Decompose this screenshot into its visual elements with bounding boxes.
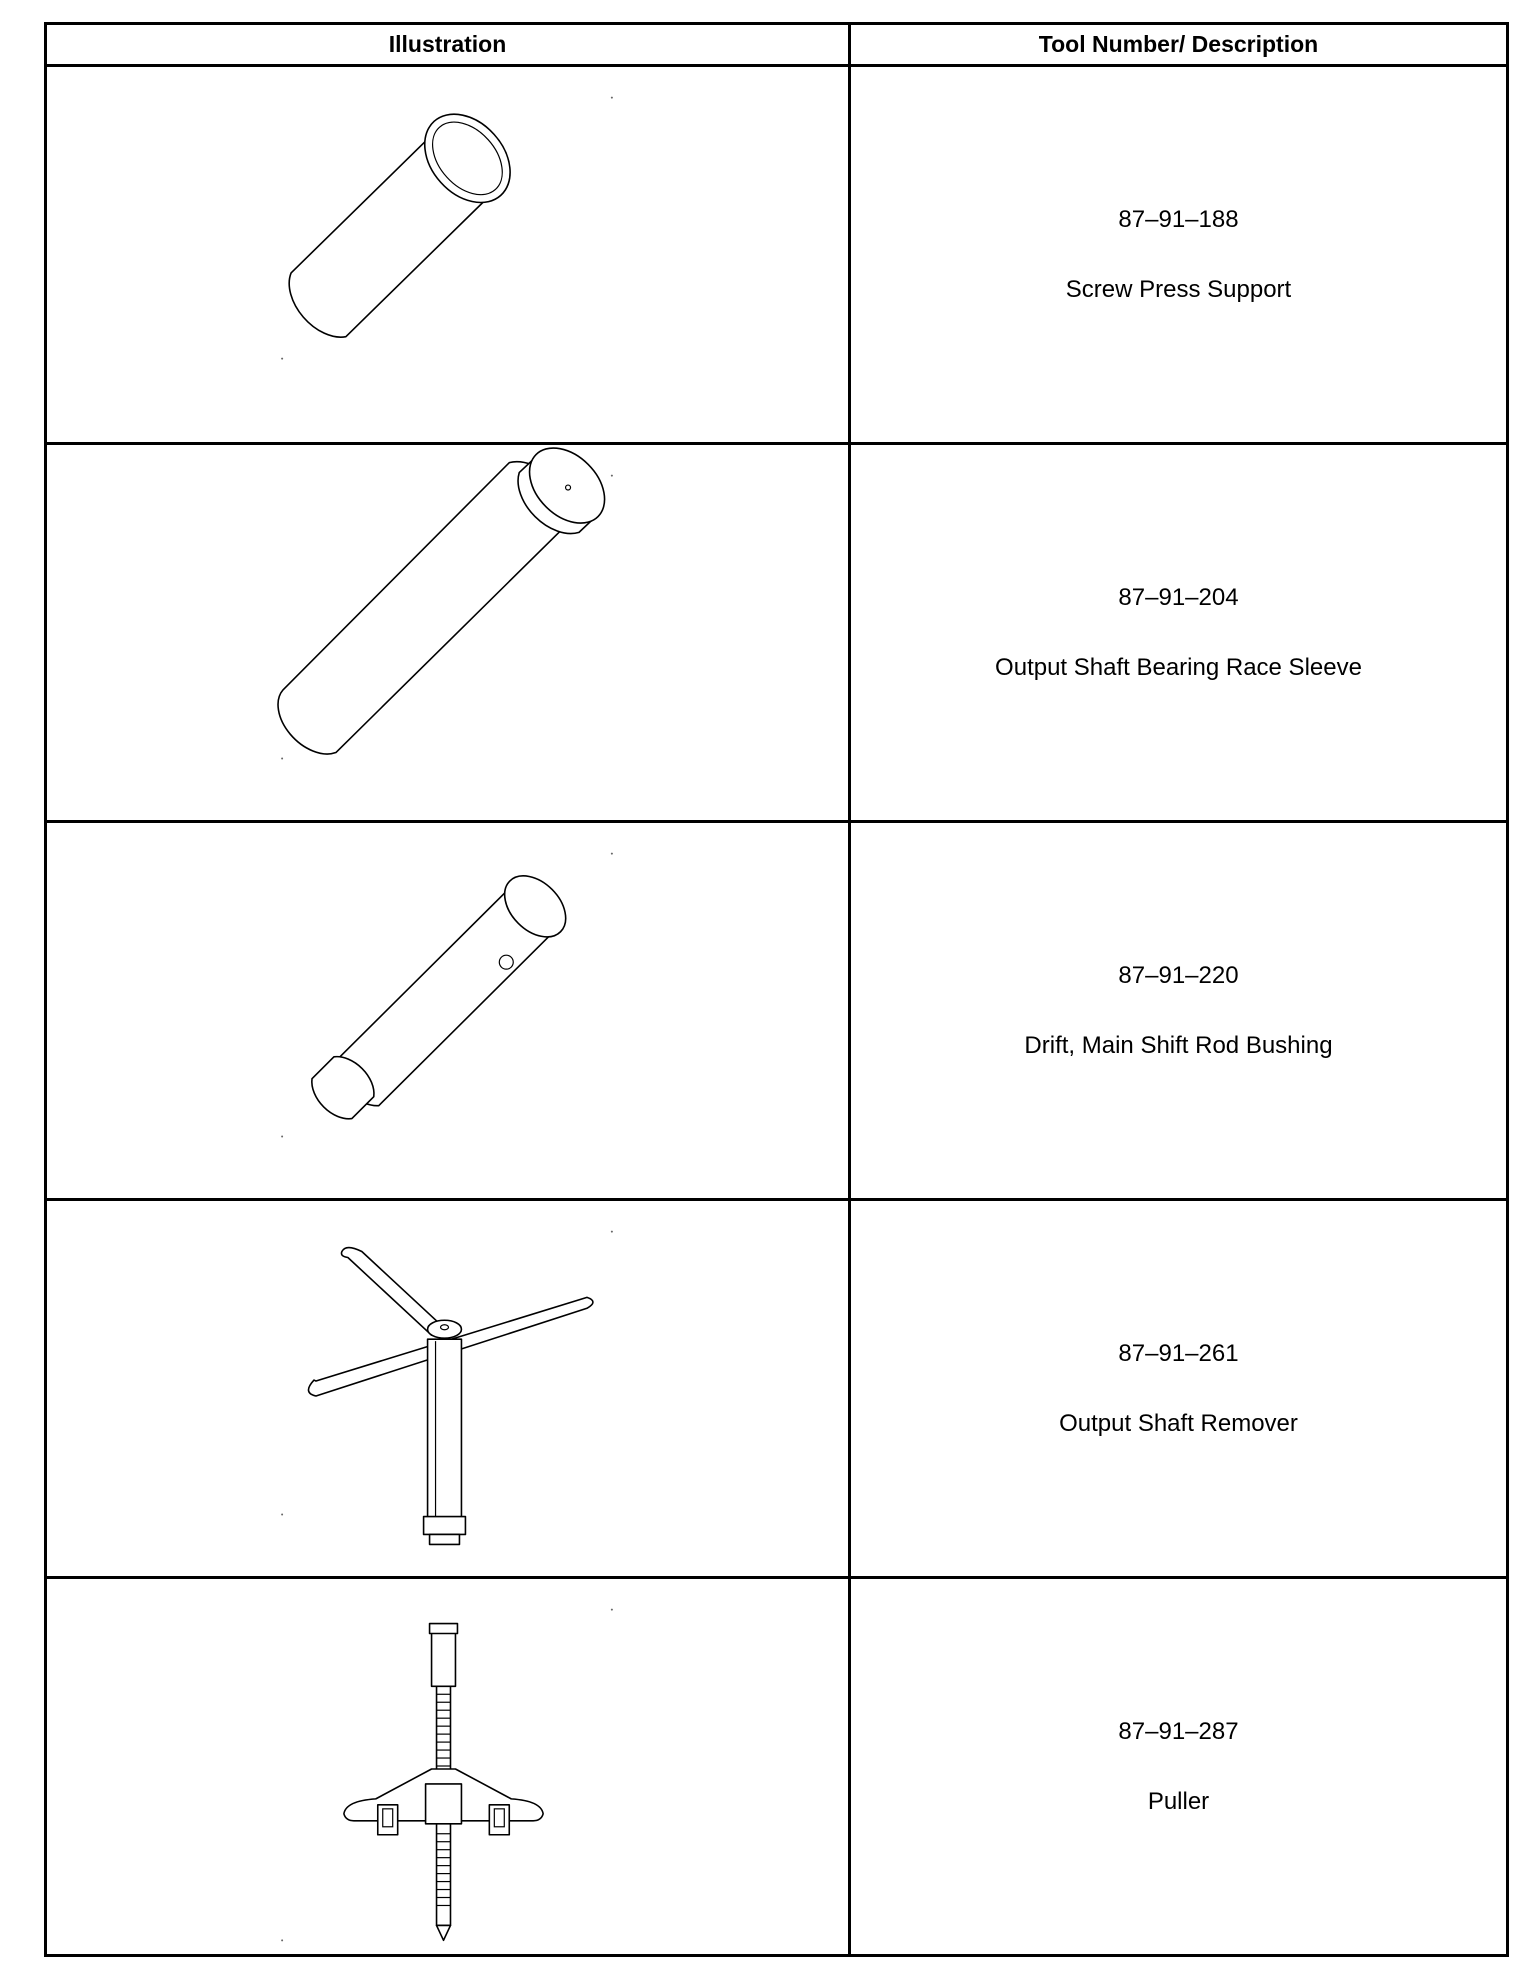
tool-description-cell <box>850 822 1508 1200</box>
tool-description: Puller <box>1147 1787 1210 1815</box>
header-tool-number-description: Tool Number/ Description <box>850 24 1508 66</box>
table-row <box>46 822 1508 1200</box>
cylinder-tube-icon <box>47 67 848 442</box>
tool-description-cell <box>850 66 1508 444</box>
illustration-cell <box>46 822 850 1200</box>
illustration-cell <box>46 1578 850 1956</box>
table-row <box>46 1578 1508 1956</box>
tool-description: Output Shaft Bearing Race Sleeve <box>995 653 1362 681</box>
table-row <box>46 66 1508 444</box>
illustration-cell <box>46 1200 850 1578</box>
special-tools-table <box>44 22 1509 1957</box>
tool-number: 87–91–204 <box>1118 583 1239 611</box>
puller-icon <box>47 1579 848 1954</box>
t-handle-remover-icon <box>47 1201 848 1576</box>
bearing-sleeve-icon <box>47 445 848 820</box>
tool-description-cell <box>850 444 1508 822</box>
drift-icon <box>47 823 848 1198</box>
tool-description: Output Shaft Remover <box>1059 1409 1298 1437</box>
header-row <box>46 24 1508 66</box>
tool-number: 87–91–287 <box>1118 1717 1239 1745</box>
tool-description-cell <box>850 1578 1508 1956</box>
table-row <box>46 444 1508 822</box>
tool-number: 87–91–220 <box>1118 961 1239 989</box>
tool-number: 87–91–188 <box>1118 205 1239 233</box>
tool-description-cell <box>850 1200 1508 1578</box>
header-illustration: Illustration <box>46 24 850 66</box>
illustration-cell <box>46 444 850 822</box>
tool-description: Screw Press Support <box>1065 275 1292 303</box>
illustration-cell <box>46 66 850 444</box>
tool-description: Drift, Main Shift Rod Bushing <box>1024 1031 1333 1059</box>
tool-number: 87–91–261 <box>1118 1339 1239 1367</box>
table-row <box>46 1200 1508 1578</box>
